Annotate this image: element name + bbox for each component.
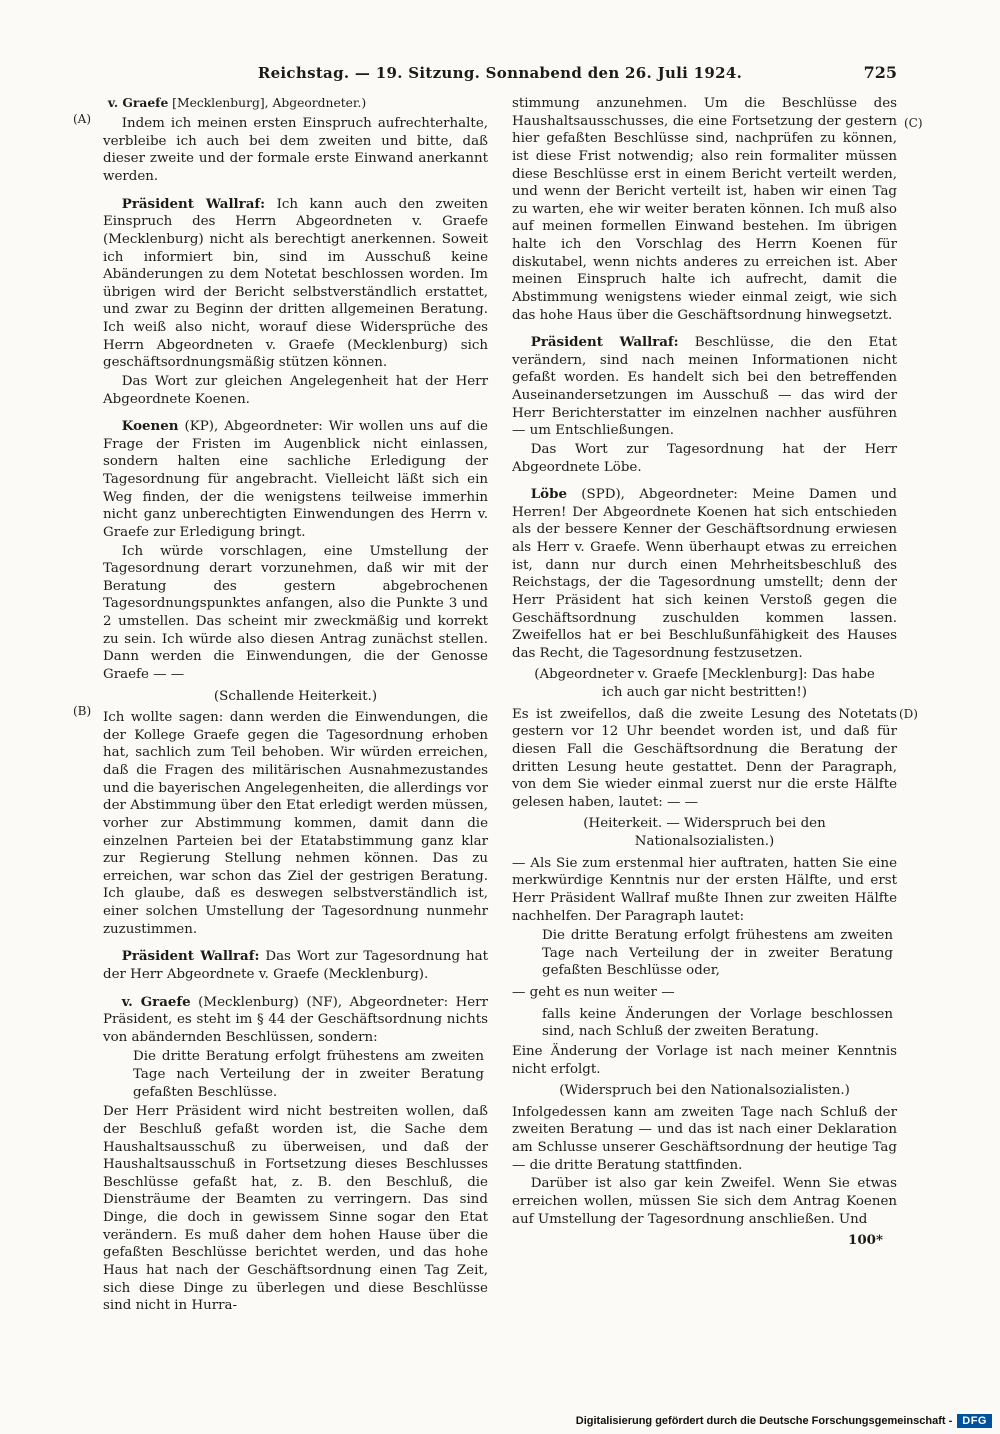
speaker-name: Präsident Wallraf: xyxy=(121,948,260,965)
speaker-name: v. Graefe xyxy=(121,993,191,1010)
credit-text: Digitalisierung gefördert durch die Deutsche Forschungsgemeinschaft - xyxy=(575,1415,953,1427)
paragraph: Indem ich meinen ersten Einspruch aufrechterhalte, verbleibe ich auch bei dem zweiten und bitte, daß dieser zweite und der formale erste Einwand anerkannt werden. xyxy=(103,116,488,185)
paragraph: — Als Sie zum erstenmal hier auftraten, hatten Sie eine merkwürdige Kenntnis nur der ersten Hälfte, und erst Herr Präsident Wallraf mußte Ihnen zur zweiten Hälfte nachhelfen. Der Paragraph lautet: xyxy=(512,855,897,924)
session-date: Sonnabend den 26. Juli 1924. xyxy=(485,64,743,82)
speech-paragraph: v. Graefe (Mecklenburg) (NF), Abgeordneter: Herr Präsident, es steht im § 44 der Geschäftsordnung nichts von abändernden Beschlüssen, sondern: xyxy=(103,993,488,1045)
paragraph: Eine Änderung der Vorlage ist nach meiner Kenntnis nicht erfolgt. xyxy=(512,1043,897,1077)
speaker-name: v. Graefe xyxy=(107,95,169,110)
paragraph: Ich wollte sagen: dann werden die Einwendungen, die der Kollege Graefe gegen die Tagesordnung erhoben hat, sachlich zum Teil behoben. Wir würden erreichen, daß die Fragen des militärischen Ausnahmezustandes und die bayerischen Angelegenheiten, die allerdings vor der Abstimmung über den Etat erledigt werden müssen, vorher zur Abstimmung kommen, damit dann die einzelnen Parteien bei der Etatabstimmung ganz klar zur Regierung Stellung nehmen können. Das zu erreichen, war schon das Ziel der gestrigen Beratung. Ich glaube, daß es deswegen selbstverständlich ist, einer solchen Umstellung der Tagesordnung nunmehr zuzustimmen. xyxy=(103,710,488,937)
column-right xyxy=(512,95,897,1316)
paragraph: Das Wort zur Tagesordnung hat der Herr Abgeordnete Löbe. xyxy=(512,441,897,475)
paragraph: Es ist zweifellos, daß die zweite Lesung des Notetats gestern vor 12 Uhr beendet worden ist, und daß für diesen Fall die Geschäftsordnung die Beratung der dritten Lesung heute gestattet. Denn der Paragraph, von dem Sie wieder einmal zuerst nur die erste Hälfte gelesen haben, lautet: — — xyxy=(512,706,897,810)
speech-paragraph: Präsident Wallraf: Ich kann auch den zweiten Einspruch des Herrn Abgeordneten v. Graefe (Mecklenburg) nicht als berechtigt anerkennen. Soweit ich informiert bin, sind im Ausschuß keine Abänderungen zu dem Notetat beschlossen worden. Im übrigen wird der Bericht selbstverständlich erstattet, und zwar zu Beginn der dritten allgemeinen Beratung. Ich weiß also nicht, worauf diese Widersprüche des Herrn Abgeordneten v. Graefe (Mecklenburg) sich geschäftsordnungsmäßig stützen können. xyxy=(103,195,488,371)
speaker-continuation: v. Graefe [Mecklenburg], Abgeordneter.) xyxy=(107,95,367,110)
paragraph: Darüber ist also gar kein Zweifel. Wenn Sie etwas erreichen wollen, müssen Sie sich dem Antrag Koenen auf Umstellung der Tagesordnung anschließen. Und xyxy=(512,1176,897,1227)
margin-marker-d: (D) xyxy=(899,707,918,721)
interjection-line: — geht es nun weiter — xyxy=(512,985,675,1000)
column-left xyxy=(103,95,488,1316)
quote-block: falls keine Änderungen der Vorlage beschlossen sind, nach Schluß der zweiten Beratung. xyxy=(542,1006,893,1040)
margin-marker-c: (C) xyxy=(904,116,923,130)
speech-paragraph: Präsident Wallraf: Das Wort zur Tagesordnung hat der Herr Abgeordnete v. Graefe (Mecklenburg). xyxy=(103,948,488,982)
dfg-logo: DFG xyxy=(957,1414,992,1428)
speech-paragraph: Löbe (SPD), Abgeordneter: Meine Damen und Herren! Der Abgeordnete Koenen hat sich entschieden als der bessere Kenner der Geschäftsordnung erwiesen als Herr v. Graefe. Wenn überhaupt etwas zu erreichen ist, dann nur durch einen Mehrheitsbeschluß des Reichstags, der die Tagesordnung umstellt; denn der Herr Präsident hat sich keinen Verstoß gegen die Geschäftsordnung zuschulden kommen lassen. Zweifellos hat er bei Beschlußunfähigkeit des Hauses das Recht, die Tagesordnung festzusetzen. xyxy=(512,486,897,661)
page-number: 725 xyxy=(863,63,897,82)
stage-direction: (Widerspruch bei den Nationalsozialisten.) xyxy=(559,1083,850,1099)
margin-marker-a: (A) xyxy=(73,112,92,126)
paragraph: stimmung anzunehmen. Um die Beschlüsse des Haushaltsausschusses, die eine Fortsetzung der gestern hier gefaßten Beschlüsse sind, nachprüfen zu können, ist diese Frist notwendig; also rein formaliter müssen diese Beschlüsse erst in einem Bericht verteilt werden, und wenn der Bericht verteilt ist, haben wir einen Tag zu warten, ehe wir weiter beraten können. Ich muß also auf meinen formellen Einwand bestehen. Im übrigen halte ich den Vorschlag des Herrn Koenen für diskutabel, wenn nichts anderes zu erreichen ist. Aber meinen Einspruch halte ich aufrecht, damit die Abstimmung wenigstens wieder einmal zeigt, wie sich das hohe Haus über die Geschäftsordnung hinwegsetzt. xyxy=(512,96,897,323)
speech-paragraph: Koenen (KP), Abgeordneter: Wir wollen uns auf die Frage der Fristen im Augenblick nicht einlassen, sondern halten eine sachliche Erledigung der Tagesordnung für angebracht. Vielleicht läßt sich ein Weg finden, der die wenigstens teilweise immerhin nicht ganz unberechtigten Einwendungen des Herrn v. Graefe zur Erledigung bringt. xyxy=(103,418,488,540)
session-title: Reichstag. — 19. Sitzung. xyxy=(257,64,481,82)
signature-mark: 100* xyxy=(848,1232,883,1249)
text-columns xyxy=(103,95,897,1316)
quote-block: Die dritte Beratung erfolgt frühestens am zweiten Tage nach Verteilung der in zweiter Beratung gefaßten Beschlüsse oder, xyxy=(542,928,893,979)
stage-direction: (Heiterkeit. — Widerspruch bei den Nationalsozialisten.) xyxy=(583,816,826,849)
speaker-name: Präsident Wallraf: xyxy=(121,195,266,212)
speech-paragraph: Präsident Wallraf: Beschlüsse, die den Etat verändern, sind nach meinen Informationen nicht gefaßt worden. Es handelt sich bei den betreffenden Auseinandersetzungen im Ausschuß — das wird der Herr Berichterstatter im einzelnen nachher ausführen — um Entschließungen. xyxy=(512,334,897,439)
speaker-name: Präsident Wallraf: xyxy=(530,334,679,351)
page-header xyxy=(100,64,900,82)
speaker-name: Löbe xyxy=(530,486,567,503)
paragraph: Infolgedessen kann am zweiten Tage nach Schluß der zweiten Beratung — und das ist nach einer Deklaration am Schlusse unserer Geschäftsordnung der heutige Tag — die dritte Beratung stattfinden. xyxy=(512,1104,897,1173)
quote-block: Die dritte Beratung erfolgt frühestens am zweiten Tage nach Verteilung der in zweiter Beratung gefaßten Beschlüsse. xyxy=(133,1049,484,1100)
stage-direction: (Abgeordneter v. Graefe [Mecklenburg]: Das habe ich auch gar nicht bestritten!) xyxy=(534,667,875,700)
margin-marker-b: (B) xyxy=(73,704,92,718)
stage-direction: (Schallende Heiterkeit.) xyxy=(213,688,378,704)
paragraph: Der Herr Präsident wird nicht bestreiten wollen, daß der Beschluß gefaßt worden ist, die Sache dem Haushaltsausschuß zu überweisen, und daß der Haushaltsausschuß in Fortsetzung dieses Beschlusses Beschlüsse gefaßt hat, z. B. den Beschluß, die Diensträume der Beamten zu verringern. Das sind Dinge, die doch in gewissem Sinne sogar den Etat verändern. Es muß daher dem hohen Hause über die gefaßten Beschlüsse berichtet werden, und das hohe Haus hat nach der Geschäftsordnung einen Tag Zeit, sich diese Dinge zu überlegen und diese Beschlüsse sind nicht in Hurra- xyxy=(103,1104,488,1314)
paragraph: Das Wort zur gleichen Angelegenheit hat der Herr Abgeordnete Koenen. xyxy=(103,373,488,407)
digitization-credit xyxy=(576,1414,992,1428)
speaker-name: Koenen xyxy=(121,418,179,435)
paragraph: Ich würde vorschlagen, eine Umstellung der Tagesordnung derart vorzunehmen, daß wir mit der Beratung des gestern abgebrochenen Tagesordnungspunktes anfangen, also die Punkte 3 und 2 umstellen. Das scheint mir zweckmäßig und korrekt zu sein. Ich würde also diesen Antrag zunächst stellen. Dann werden die Einwendungen, die der Genosse Graefe — — xyxy=(103,543,488,682)
